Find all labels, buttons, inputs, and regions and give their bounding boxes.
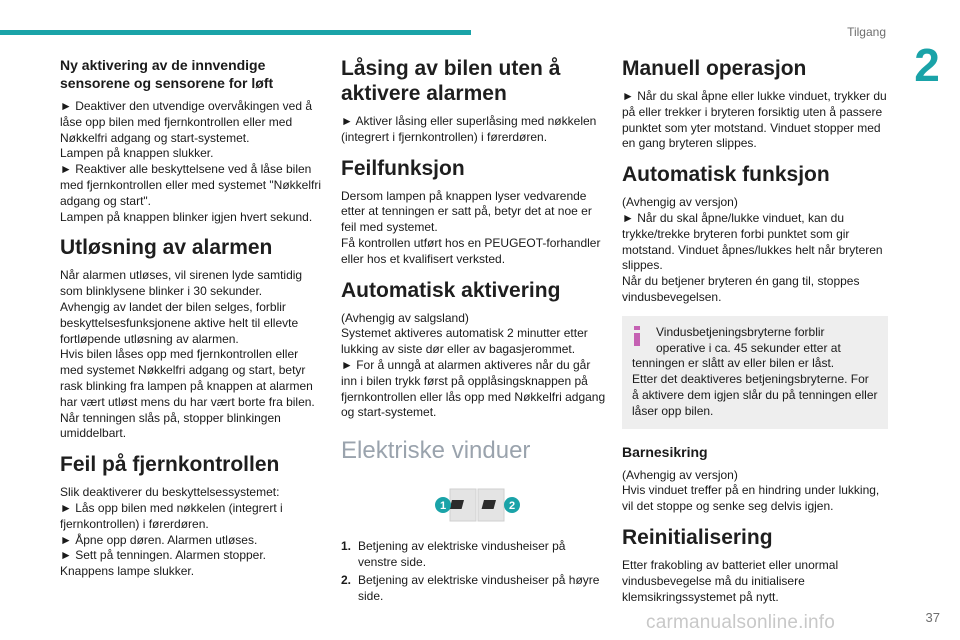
heading-child-safety: Barnesikring [622,443,708,460]
heading-alarm-trigger: Utløsning av alarmen [60,236,273,260]
header-accent-bar [0,30,471,35]
heading-automatic-function: Automatisk funksjon [622,163,830,187]
column-1 [60,50,322,590]
window-switch-icon [434,485,534,525]
figure-label-1: 1 [439,500,447,513]
paragraph: ► Deaktiver den utvendige overvåkingen ved å låse opp bilen med fjernkontrollen eller med Nøkkelfri adgang og start-systemet. Lampen på knappen slukker. ► Reaktiver alle beskyttelsene ved å låse bilen med fjernkontrollen eller med systemet "Nøkkelfri adgang og start". Lampen på knappen blinker igjen hvert sekund. [60,99,322,224]
page-number: 37 [925,610,940,625]
heading-reinitialisation: Reinitialisering [622,525,773,549]
info-box [622,316,888,429]
list-item: 1. Betjening av elektriske vindusheiser på venstre side. [341,539,566,569]
heading-reactivation: Ny aktivering av de innvendige sensorene og sensorene for løft [60,57,274,91]
paragraph: Slik deaktiverer du beskyttelsessystemet: ► Lås opp bilen med nøkkelen (integrert i fjernkontrollen) i førerdøren. ► Åpne opp døren. Alarmen utløses. ► Sett på tenningen. Alarmen stopper. Knappens lampe slukker. [60,485,283,579]
heading-manual-operation: Manuell operasjon [622,57,807,80]
paragraph: Etter frakobling av batteriet eller unormal vindusbevegelse må du initialisere klemsikringssystemet på nytt. [622,557,839,604]
column-3 [622,50,888,615]
heading-remote-fault: Feil på fjernkontrollen [60,453,280,477]
window-switch-figure [434,485,534,525]
heading-auto-activation: Automatisk aktivering [341,278,561,302]
paragraph: Dersom lampen på knappen lyser vedvarende etter at tenningen er satt på, betyr det at noe er feil med systemet. Få kontrollen utført hos en PEUGEOT-forhandler eller hos et kvalifisert verksted. [341,188,601,266]
info-icon [630,326,644,346]
chapter-number: 2 [914,39,940,91]
list-item: 2. Betjening av elektriske vindusheiser på høyre side. [341,572,600,603]
info-text: Vindusbetjeningsbryterne forblir operative i ca. 45 sekunder etter at tenningen er slått av eller bilen er låst. Etter det deaktiveres betjeningsbryterne. For å aktivere dem igjen slår du på tenningen eller låser opp bilen. [632,324,878,418]
paragraph: (Avhengig av salgsland) Systemet aktiveres automatisk 2 minutter etter lukking av siste dør eller av bagasjerommet. ► For å unngå at alarmen aktiveres når du går inn i bilen trykk først på opplåsingsknappen på fjernkontrollen eller lås opp med Nøkkelfri adgang og start-systemet. [341,310,606,420]
paragraph: (Avhengig av versjon) Hvis vinduet treffer på en hindring under lukking, vil det stoppe og senke seg delvis igjen. [622,467,880,514]
heading-malfunction: Feilfunksjon [341,156,465,180]
paragraph: (Avhengig av versjon) ► Når du skal åpne/lukke vinduet, kan du trykke/trekke bryteren forbi punktet som gir motstand. Vinduet åpnes/lukkes helt når bryteren slippes. Når du betjener bryteren én gang til, stoppes vindusbevegelsen. [622,195,883,304]
heading-electric-windows: Elektriske vinduer [341,437,531,465]
watermark: carmanualsonline.info [646,612,836,633]
paragraph: Når alarmen utløses, vil sirenen lyde samtidig som blinklysene blinker i 30 sekunder. Avhengig av landet der bilen selges, forblir beskyttelsesfunksjonene aktive helt til ellevte fortløpende utløsning av alarmen. Hvis bilen låses opp med fjernkontrollen eller med systemet Nøkkelfri adgang og start, betyr rask blinking fra lampen på knappen at alarmen har vært utløst mens du har vært borte fra bilen. Når tenningen slås på, stopper blinkingen umiddelbart. [60,268,315,441]
paragraph: ► Aktiver låsing eller superlåsing med nøkkelen (integrert i fjernkontrollen) i førerdøren. [341,114,597,144]
switch-list [341,539,606,604]
figure-label-2: 2 [508,500,516,513]
heading-lock-without-alarm: Låsing av bilen uten å aktivere alarmen [341,57,561,105]
column-2 [341,50,606,606]
paragraph: ► Når du skal åpne eller lukke vinduet, trykker du på eller trekker i bryteren forsiktig uten å passere punktet som yter motstand. Vinduet stopper med en gang bryteren slippes. [622,89,887,151]
section-title: Tilgang [847,25,886,39]
